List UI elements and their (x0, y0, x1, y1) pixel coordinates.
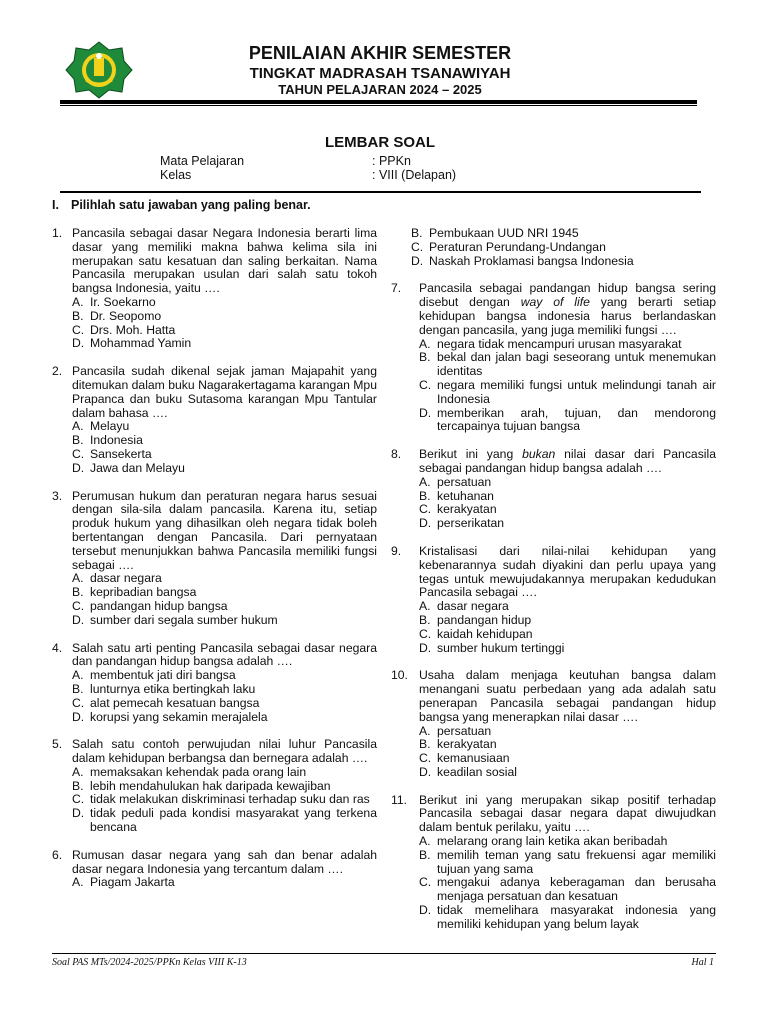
answer-option (72, 462, 377, 476)
academic-year: TAHUN PELAJARAN 2024 – 2025 (278, 82, 482, 97)
option-letter: A. (419, 474, 431, 489)
option-text: Sansekerta (90, 446, 152, 461)
option-letter: C. (419, 377, 432, 392)
option-letter: C. (419, 751, 432, 766)
answer-option (419, 490, 716, 504)
option-text: Jawa dan Melayu (90, 460, 185, 475)
option-letter: B. (419, 612, 431, 627)
option-text: negara memiliki fungsi untuk melindungi tanah air Indonesia (437, 377, 716, 406)
madrasah-emblem-icon (64, 40, 134, 100)
option-letter: D. (72, 460, 85, 475)
option-letter: B. (72, 308, 84, 323)
answer-option (72, 296, 377, 310)
option-letter: C. (72, 695, 85, 710)
option-letter: A. (419, 336, 431, 351)
option-text: membentuk jati diri bangsa (90, 668, 236, 683)
option-letter: D. (72, 336, 85, 351)
option-text: memilih teman yang satu frekuensi agar memiliki tujuan yang sama (437, 847, 716, 876)
footer-page: Hal 1 (691, 957, 714, 968)
question-number: 8. (391, 447, 402, 462)
option-text: lunturnya etika bertingkah laku (90, 681, 256, 696)
question-number: 3. (52, 488, 63, 503)
option-text: kaidah kehidupan (437, 626, 533, 641)
footer-left: Soal PAS MTs/2024-2025/PPKn Kelas VIII K-13 (52, 957, 247, 968)
question-number: 5. (52, 737, 63, 752)
option-letter: C. (72, 446, 85, 461)
option-text: Mohammad Yamin (90, 336, 192, 351)
header-rule (60, 100, 697, 104)
exam-subtitle: TINGKAT MADRASAH TSANAWIYAH (249, 65, 511, 82)
option-text: kepribadian bangsa (90, 585, 197, 600)
right-column (391, 227, 716, 946)
option-text: Melayu (90, 419, 130, 434)
answer-option (72, 780, 377, 794)
option-text: lebih mendahulukan hak daripada kewajiban (90, 778, 331, 793)
stem-text: Berikut ini yang merupakan sikap positif terhadap Pancasila sebagai dasar negara dapat diwujudkan dalam bentuk perilaku, yaitu …. (419, 792, 716, 835)
option-text: Peraturan Perundang-Undangan (429, 239, 606, 254)
stem-text: yang berarti setiap kehidupan bangsa indonesia harus berlandaskan dengan pancasila, yang juga memiliki fungsi …. (419, 295, 716, 337)
answer-option (419, 407, 716, 435)
header-rule-thin (60, 105, 697, 106)
question-item (391, 545, 716, 655)
answer-option (419, 738, 716, 752)
answer-option (72, 420, 377, 434)
stem-text: nilai dasar dari Pancasila sebagai pandangan hidup bangsa adalah …. (419, 447, 716, 475)
answer-option (72, 669, 377, 683)
question-number: 4. (52, 640, 63, 655)
question-stem: Salah satu arti penting Pancasila sebagai dasar negara dan pandangan hidup bangsa adalah …. (72, 640, 377, 669)
option-letter: A. (419, 723, 431, 738)
footer-rule (52, 953, 716, 954)
option-text: korupsi yang sekamin merajalela (90, 709, 268, 724)
option-letter: A. (419, 599, 431, 614)
option-letter: B. (419, 847, 431, 862)
option-text: bekal dan jalan bagi seseorang untuk menemukan identitas (437, 350, 716, 379)
option-text: alat pemecah kesatuan bangsa (90, 695, 260, 710)
option-letter: D. (411, 253, 424, 268)
option-text: tidak memelihara masyarakat indonesia yang memiliki kehidupan yang belum layak (437, 903, 716, 931)
question-stem (419, 282, 716, 337)
question-stem: Pancasila sudah dikenal sejak jaman Majapahit yang ditemukan dalam buku Nagarakertagama karangan Mpu Prapanca dan buku Sutasoma karangan Mpu Tantular dalam bahasa …. (72, 364, 377, 420)
question-item (52, 365, 377, 475)
answer-option (411, 255, 716, 269)
option-letter: A. (72, 571, 84, 586)
answer-option (72, 683, 377, 697)
option-letter: C. (72, 792, 85, 807)
option-letter: B. (72, 585, 84, 600)
option-text: dasar negara (90, 571, 162, 586)
question-item (52, 642, 377, 725)
answer-option (419, 614, 716, 628)
option-letter: B. (419, 350, 431, 365)
option-letter: C. (72, 598, 85, 613)
option-text: negara tidak mencampuri urusan masyarakat (437, 336, 682, 351)
option-text: Drs. Moh. Hatta (90, 322, 176, 337)
section-instruction (52, 198, 311, 212)
question-stem (419, 448, 716, 476)
answer-option (72, 572, 377, 586)
answer-option (72, 793, 377, 807)
question-item (52, 849, 377, 890)
question-stem: Salah satu contoh perwujudan nilai luhur Pancasila dalam kehidupan berbangsa dan bernegara adalah …. (72, 737, 377, 766)
option-text: kerakyatan (437, 737, 497, 752)
option-text: sumber hukum tertinggi (437, 640, 565, 655)
answer-option (419, 849, 716, 877)
option-letter: D. (419, 640, 432, 655)
answer-option (72, 766, 377, 780)
answer-option (72, 807, 377, 835)
option-letter: B. (411, 226, 423, 240)
option-letter: B. (419, 488, 431, 503)
question-item (52, 227, 377, 351)
option-letter: C. (419, 626, 432, 641)
sheet-title: LEMBAR SOAL (325, 134, 435, 151)
option-letter: A. (72, 294, 84, 309)
question-item (391, 282, 716, 434)
option-letter: D. (72, 612, 85, 627)
option-text: mengakui adanya keberagaman dan berusaha menjaga persatuan dan kesatuan (437, 875, 716, 904)
question-stem (419, 545, 716, 600)
question-6-continued (391, 227, 716, 268)
question-number: 6. (52, 847, 63, 862)
answer-option (419, 379, 716, 407)
question-item (391, 669, 716, 779)
option-text: persatuan (437, 474, 492, 489)
meta-value-subject: : PPKn (372, 154, 411, 168)
option-letter: B. (72, 433, 84, 448)
option-letter: D. (419, 405, 432, 420)
emphasis-text: bukan (522, 447, 556, 462)
question-number: 1. (52, 226, 63, 240)
option-letter: C. (419, 502, 432, 517)
answer-option (411, 227, 716, 241)
meta-label-class: Kelas (160, 168, 192, 182)
option-text: sumber dari segala sumber hukum (90, 612, 278, 627)
option-letter: D. (72, 806, 85, 821)
answer-option (419, 517, 716, 531)
option-text: kerakyatan (437, 502, 497, 517)
answer-option (72, 310, 377, 324)
option-text: melarang orang lain ketika akan beribadah (437, 834, 668, 849)
answer-option (419, 725, 716, 739)
question-number: 9. (391, 543, 402, 558)
option-letter: C. (419, 875, 432, 890)
option-text: Pembukaan UUD NRI 1945 (429, 226, 579, 240)
stem-text: Berikut ini yang (419, 447, 523, 462)
question-item (52, 490, 377, 628)
emphasis-text: way of life (520, 295, 590, 310)
option-letter: A. (419, 834, 431, 849)
option-text: Piagam Jakarta (90, 875, 175, 890)
question-number: 7. (391, 281, 402, 296)
stem-text: Pancasila sebagai pandangan hidup bangsa sering disebut dengan (419, 281, 716, 310)
option-text: tidak peduli pada kondisi masyarakat yang terkena bencana (90, 806, 377, 835)
meta-label-subject: Mata Pelajaran (160, 154, 245, 168)
answer-option (72, 337, 377, 351)
answer-option (419, 835, 716, 849)
question-number: 10. (391, 668, 408, 683)
stem-text: Kristalisasi dari nilai-nilai kehidupan yang kebenarannya sudah diyakini dan perlu upaya yang tegas untuk mewujudakannya merupakan kedudukan Pancasila sebagai …. (419, 543, 716, 600)
option-letter: B. (72, 778, 84, 793)
question-stem: Perumusan hukum dan peraturan negara harus sesuai dengan sila-sila dalam pancasila. Karena itu, setiap produk hukum yang dihasilkan oleh negara tidak boleh bertentangan dengan Pancasila. Dari pernyataan tersebut menunjukkan bahwa Pancasila memiliki fungsi sebagai …. (72, 488, 377, 572)
meta-rule (60, 191, 701, 193)
answer-option (72, 324, 377, 338)
answer-option (419, 642, 716, 656)
question-number: 11. (391, 792, 408, 807)
meta-value-class: : VIII (Delapan) (372, 168, 457, 182)
question-stem (419, 669, 716, 724)
option-text: Naskah Proklamasi bangsa Indonesia (429, 253, 634, 268)
answer-option (419, 752, 716, 766)
answer-option (419, 600, 716, 614)
answer-option (419, 766, 716, 780)
option-letter: B. (419, 737, 431, 752)
option-text: persatuan (437, 723, 492, 738)
option-letter: A. (72, 764, 84, 779)
option-letter: D. (72, 709, 85, 724)
option-letter: D. (419, 903, 432, 918)
question-number: 2. (52, 364, 63, 379)
option-text: keadilan sosial (437, 764, 517, 779)
answer-option (419, 338, 716, 352)
option-text: tidak melakukan diskriminasi terhadap suku dan ras (90, 792, 370, 807)
question-stem: Rumusan dasar negara yang sah dan benar adalah dasar negara Indonesia yang tercantum dalam …. (72, 847, 377, 876)
exam-title: PENILAIAN AKHIR SEMESTER (248, 43, 512, 63)
stem-text: Usaha dalam menjaga keutuhan bangsa dalam menangani suatu perbedaan yang ada adalah satu penerapan Pancasila sebagai pandangan hidup bangsa yang menerapkan nilai dasar …. (419, 668, 716, 724)
option-letter: A. (72, 875, 84, 890)
question-item (391, 448, 716, 531)
option-letter: B. (72, 681, 84, 696)
question-stem (419, 794, 716, 835)
question-item (391, 794, 716, 932)
answer-option (411, 241, 716, 255)
option-letter: D. (419, 764, 432, 779)
option-text: pandangan hidup bangsa (90, 598, 228, 613)
answer-option (72, 600, 377, 614)
option-text: Ir. Soekarno (90, 294, 156, 309)
option-letter: A. (72, 668, 84, 683)
answer-option (72, 697, 377, 711)
option-text: memberikan arah, tujuan, dan mendorong tercapainya tujuan bangsa (437, 405, 716, 434)
option-text: memaksakan kehendak pada orang lain (90, 764, 307, 779)
answer-option (72, 711, 377, 725)
answer-option (72, 586, 377, 600)
option-text: kemanusiaan (437, 751, 510, 766)
option-text: pandangan hidup (437, 612, 532, 627)
option-text: ketuhanan (437, 488, 494, 503)
answer-option (72, 614, 377, 628)
answer-option (419, 628, 716, 642)
answer-option (419, 503, 716, 517)
answer-option (419, 904, 716, 932)
answer-option (72, 876, 377, 890)
option-text: perserikatan (437, 516, 505, 531)
answer-option (419, 876, 716, 904)
option-letter: C. (72, 322, 85, 337)
answer-option (419, 476, 716, 490)
answer-option (72, 434, 377, 448)
option-letter: D. (419, 516, 432, 531)
section-text: Pilihlah satu jawaban yang paling benar. (71, 198, 311, 212)
option-text: Dr. Seopomo (90, 308, 162, 323)
option-letter: C. (411, 239, 424, 254)
question-item (52, 738, 377, 835)
section-number: I. (52, 198, 59, 212)
answer-option (72, 448, 377, 462)
option-text: dasar negara (437, 599, 509, 614)
answer-option (419, 351, 716, 379)
question-stem: Pancasila sebagai dasar Negara Indonesia berarti lima dasar yang memiliki makna bahwa kelima sila ini merupakan satu kesatuan dan saling berkaitan. Nama Pancasila merupakan usulan dari salah satu tokoh bangsa Indonesia, yaitu …. (72, 226, 377, 296)
option-text: Indonesia (90, 433, 143, 448)
left-column (52, 227, 377, 904)
option-letter: A. (72, 419, 84, 434)
